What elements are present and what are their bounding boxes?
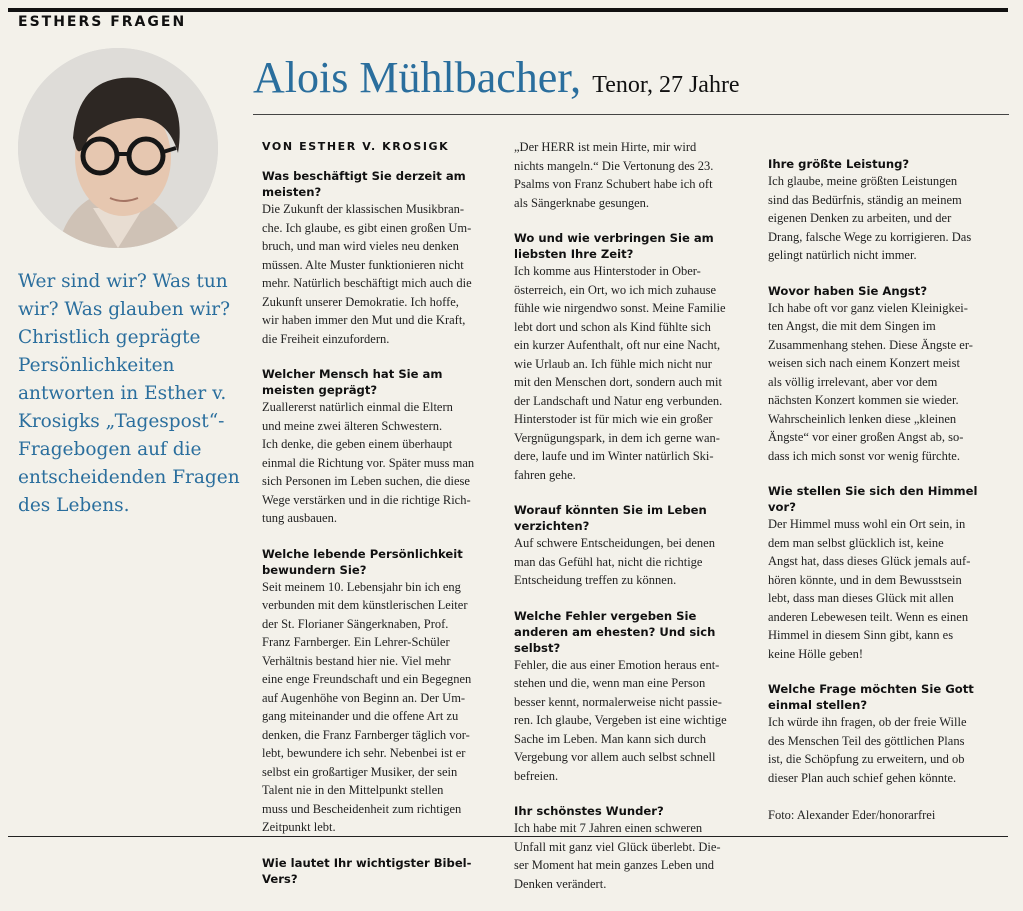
answer: Die Zukunft der klassischen Musikbran- che. Ich glaube, es gibt einen großen Um- bruch, und man wird vieles neu denken müssen. Alte Muster funktionieren nicht mehr. Natürlich beschäftigt mich auch die Zukunft unserer Demokratie. Ich hoffe, wir haben immer den Mut und die Kraft, die Freiheit einzufordern. bbox=[262, 202, 472, 346]
bottom-rule bbox=[8, 836, 1008, 837]
qa-block bbox=[262, 168, 498, 348]
qa-block bbox=[514, 138, 752, 212]
question: Worauf könnten Sie im Leben verzichten? bbox=[514, 503, 707, 533]
answer: Ich habe mit 7 Jahren einen schweren Unfall mit ganz viel Glück überlebt. Die- ser Moment hat mein ganzes Leben und Denken verändert. bbox=[514, 821, 721, 891]
answer: „Der HERR ist mein Hirte, mir wird nichts mangeln.“ Die Vertonung des 23. Psalms von Franz Schubert habe ich oft als Sängerknabe gesungen. bbox=[514, 140, 714, 210]
column-3 bbox=[768, 156, 1004, 805]
byline: VON ESTHER V. KROSIGK bbox=[262, 140, 450, 153]
question: Wo und wie verbringen Sie am liebsten Ihre Zeit? bbox=[514, 231, 714, 261]
top-rule bbox=[8, 8, 1008, 12]
qa-block bbox=[262, 546, 498, 837]
question: Ihre größte Leistung? bbox=[768, 157, 910, 171]
answer: Ich komme aus Hinterstoder in Ober- österreich, ein Ort, wo ich mich zuhause fühle wie nirgendwo sonst. Meine Familie lebt dort und schon als Kind fühlte sich ein kurzer Aufenthalt, oft nur eine Nacht, wie Urlaub an. Ich fühle mich nicht nur mit den Menschen dort, sondern auch mit der Landschaft und Natur eng verbunden. Hinterstoder ist für mich wie ein großer Vergnügungspark, in dem ich gerne wan- dere, laufe und im Winter natürlich Ski- fahren gehe. bbox=[514, 264, 726, 482]
column-2 bbox=[514, 138, 752, 911]
headline bbox=[253, 52, 740, 103]
question: Wie stellen Sie sich den Himmel vor? bbox=[768, 484, 978, 514]
qa-block bbox=[514, 502, 752, 590]
qa-block bbox=[262, 855, 498, 887]
question: Welche lebende Persönlichkeit bewundern Sie? bbox=[262, 546, 463, 577]
qa-block bbox=[514, 230, 752, 484]
answer: Seit meinem 10. Lebensjahr bin ich eng verbunden mit dem künstlerischen Leiter der St. Florianer Sängerknaben, Prof. Franz Farnberger. Ein Lehrer-Schüler Verhältnis bestand hier nie. Viel mehr eine enge Freundschaft und ein Begegnen auf Augenhöhe von Beginn an. Der Um- gang miteinander und die offene Art zu denken, die Franz Farnberger täglich vor- lebt, bewundere ich sehr. Nebenbei ist er selbst ein großartiger Musiker, der sein Talent nie in den Mittelpunkt stellen muss und Bescheidenheit zum richtigen Zeitpunkt lebt. bbox=[262, 579, 472, 834]
answer: Ich glaube, meine größten Leistungen sind das Bedürfnis, ständig an meinem eigenen Denken zu arbeiten, und der Drang, falsche Wege zu korrigieren. Das gelingt natürlich nicht immer. bbox=[768, 174, 972, 262]
qa-block bbox=[768, 483, 1004, 663]
headline-name: Alois Mühlbacher, bbox=[253, 53, 582, 102]
question: Welche Fehler vergeben Sie anderen am ehesten? Und sich selbst? bbox=[514, 608, 716, 655]
qa-block bbox=[768, 156, 1004, 265]
answer: Der Himmel muss wohl ein Ort sein, in dem man selbst glücklich ist, keine Angst hat, dass dieses Glück jemals auf- hören könnte, und in dem Bewusstsein lebt, dass man dieses Glück mit allen anderen Lebewesen teilt. Wenn es einen Himmel in diesem Sinn gibt, kann es keine Hölle geben! bbox=[768, 517, 971, 661]
intro-text: Wer sind wir? Was tun wir? Was glauben wir? Christlich geprägte Persönlichkeiten antworten in Esther v. Krosigks „Tagespost“-Fragebogen auf die entscheidenden Fragen des Lebens. bbox=[18, 271, 240, 516]
answer: Ich würde ihn fragen, ob der freie Wille des Menschen Teil des göttlichen Plans ist, die Schöpfung zu erweitern, und ob dieser Plan auch schief gehen könnte. bbox=[768, 715, 967, 785]
question: Ihr schönstes Wunder? bbox=[514, 804, 664, 818]
section-tag: ESTHERS FRAGEN bbox=[18, 14, 187, 30]
question: Wovor haben Sie Angst? bbox=[768, 283, 928, 298]
question: Wie lautet Ihr wichtigster Bibel-Vers? bbox=[262, 855, 472, 886]
portrait-photo bbox=[18, 48, 218, 248]
qa-block bbox=[514, 608, 752, 786]
answer: Ich habe oft vor ganz vielen Kleinigkei- ten Angst, die mit dem Singen im Zusammenhang stehen. Diese Ängste er- weisen sich nach einem Konzert meist als völlig irrelevant, aber vor dem nächsten Konzert kommen sie wieder. Wahrscheinlich lenken diese „kleinen Ängste“ vor einer großen Angst ab, so- dass ich mich sonst vor wenig fürchte. bbox=[768, 300, 973, 463]
column-1 bbox=[262, 168, 498, 905]
headline-rule bbox=[253, 114, 1009, 115]
question: Was beschäftigt Sie derzeit am meisten? bbox=[262, 169, 466, 199]
photo-credit: Foto: Alexander Eder/honorarfrei bbox=[768, 808, 936, 822]
headline-subtitle: Tenor, 27 Jahre bbox=[592, 72, 740, 98]
answer: Zuallererst natürlich einmal die Eltern und meine zwei älteren Schwestern. Ich denke, die geben einem überhaupt einmal die Richtung vor. Später muss man sich Personen im Leben suchen, die diese Wege verstärken und in die richtige Rich- tung ausbauen. bbox=[262, 400, 475, 525]
qa-block bbox=[262, 366, 498, 528]
qa-block bbox=[768, 681, 1004, 787]
answer: Auf schwere Entscheidungen, bei denen man das Gefühl hat, nicht die richtige Entscheidung treffen zu können. bbox=[514, 536, 715, 587]
question: Welcher Mensch hat Sie am meisten geprägt? bbox=[262, 367, 443, 397]
question: Welche Frage möchten Sie Gott einmal stellen? bbox=[768, 682, 974, 712]
qa-block bbox=[768, 283, 1004, 466]
qa-block bbox=[514, 803, 752, 893]
answer: Fehler, die aus einer Emotion heraus ent- stehen und die, wenn man eine Person besser kennt, normalerweise nicht passie- ren. Ich glaube, Vergeben ist eine wichtige Sache im Leben. Man kann sich durch Vergebung vor allem auch selbst schnell befreien. bbox=[514, 657, 727, 783]
